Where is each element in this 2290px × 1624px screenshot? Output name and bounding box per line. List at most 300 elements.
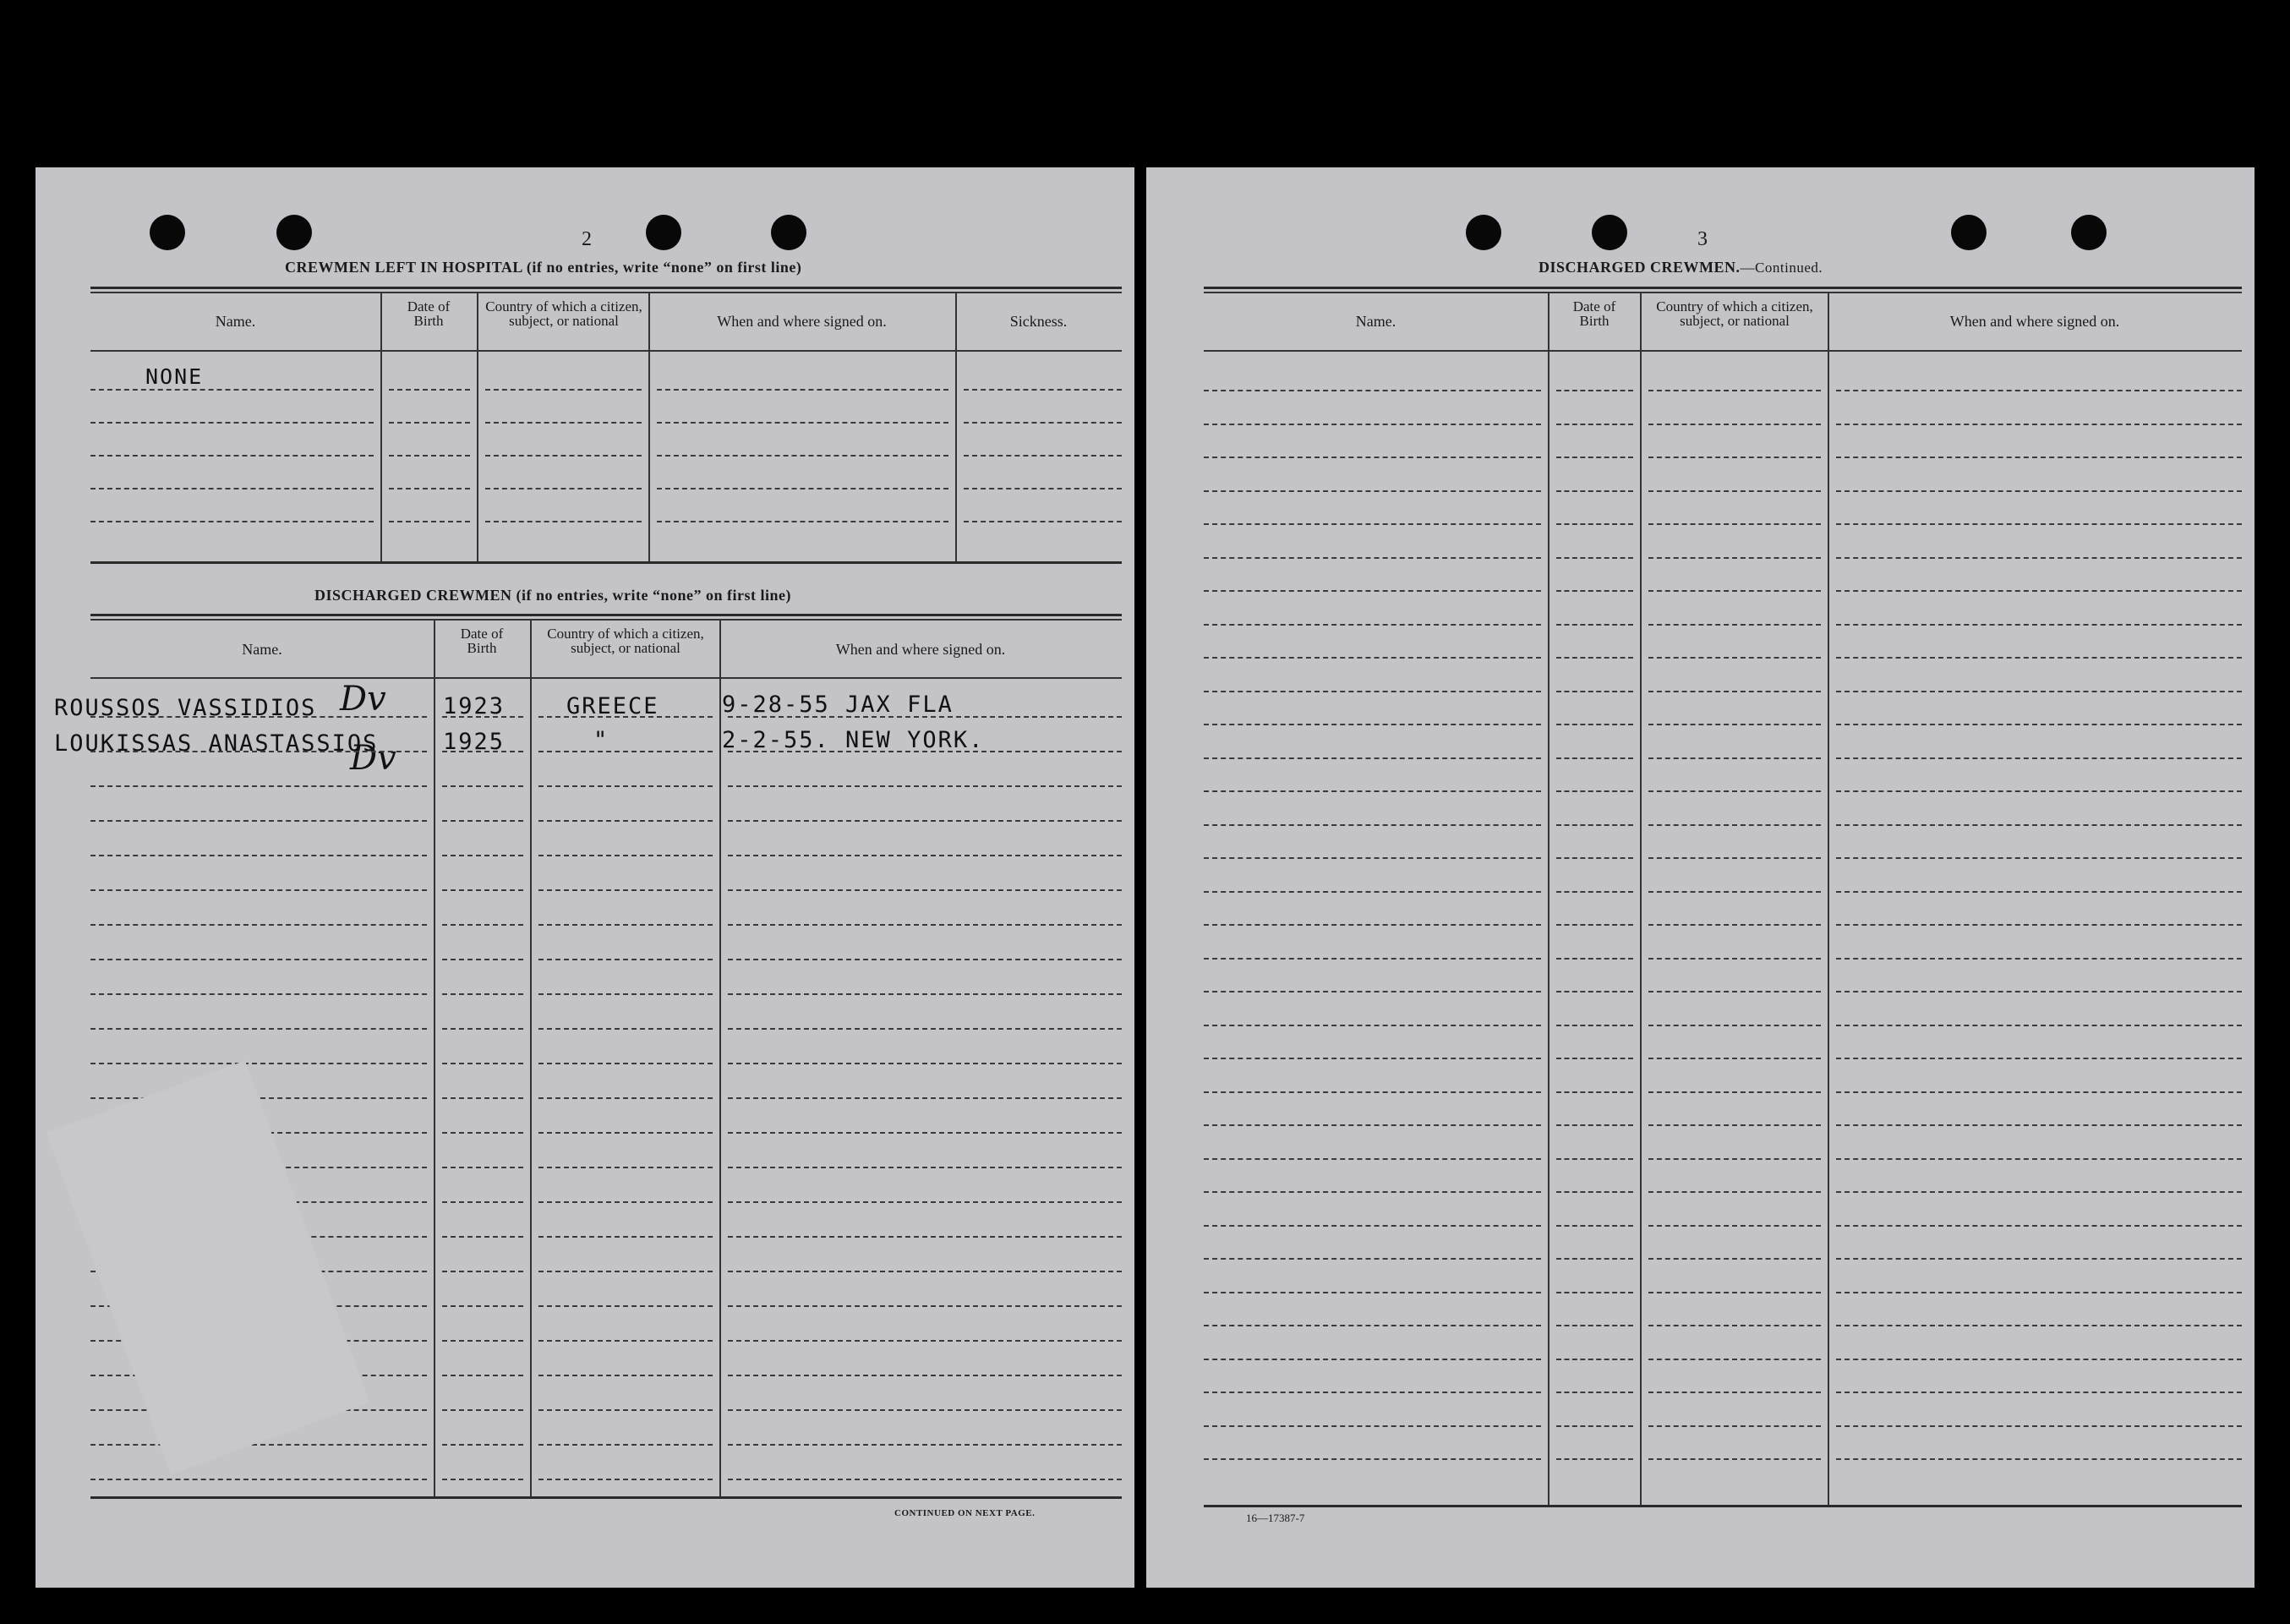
ruled-line	[1648, 757, 1821, 759]
ruled-line	[538, 1479, 713, 1480]
ruled-line	[1204, 1225, 1541, 1227]
page-number: 2	[582, 228, 592, 250]
ruled-line	[1836, 1058, 2242, 1059]
ruled-line	[1204, 857, 1541, 859]
ruled-line	[538, 1236, 713, 1238]
ruled-line	[1836, 1359, 2242, 1360]
ruled-line	[1556, 824, 1633, 826]
ruled-line	[90, 993, 427, 995]
ruled-line	[1836, 1392, 2242, 1393]
ruled-line	[1204, 1158, 1541, 1160]
punch-hole	[1466, 215, 1501, 250]
ruled-line	[728, 1305, 1122, 1307]
ruled-line	[442, 959, 523, 960]
ruled-line	[1556, 1058, 1633, 1059]
ruled-line	[1556, 657, 1633, 659]
ruled-line	[1556, 424, 1633, 425]
ruled-line	[1648, 424, 1821, 425]
ruled-line	[1648, 590, 1821, 592]
punch-hole	[2071, 215, 2107, 250]
ruled-line	[964, 422, 1122, 424]
ruled-line	[1204, 757, 1541, 759]
ruled-line	[1204, 958, 1541, 960]
ruled-line	[538, 924, 713, 926]
hospital-col-name: Name.	[215, 313, 256, 330]
ruled-line	[442, 1097, 523, 1099]
ruled-line	[1204, 991, 1541, 992]
punch-hole	[276, 215, 312, 250]
ruled-line	[1556, 857, 1633, 859]
ruled-line	[1556, 1425, 1633, 1427]
ruled-line	[1836, 1158, 2242, 1160]
ruled-line	[657, 488, 948, 489]
continued-col-signed: When and where signed on.	[1949, 313, 2120, 330]
ruled-line	[1556, 1292, 1633, 1293]
ruled-line	[1204, 924, 1541, 926]
continued-top-rule-2	[1204, 292, 2242, 293]
crew-mark: Dv	[340, 680, 386, 719]
ruled-line	[1204, 1425, 1541, 1427]
ruled-line	[538, 1305, 713, 1307]
ruled-line	[538, 1097, 713, 1099]
ruled-line	[1204, 1325, 1541, 1326]
ruled-line	[485, 455, 642, 457]
ruled-line	[1204, 390, 1541, 391]
right-page	[1146, 167, 2254, 1588]
ruled-line	[1648, 1425, 1821, 1427]
ruled-line	[90, 785, 427, 787]
ruled-line	[389, 422, 470, 424]
punch-hole	[771, 215, 806, 250]
continued-col-divider	[1548, 293, 1549, 1505]
ruled-line	[1836, 557, 2242, 559]
continued-col-birth: Date of Birth	[1572, 298, 1616, 329]
continued-col-divider	[1640, 293, 1642, 1505]
ruled-line	[728, 924, 1122, 926]
ruled-line	[1556, 1359, 1633, 1360]
ruled-line	[442, 1305, 523, 1307]
ruled-line	[1556, 790, 1633, 792]
ruled-line	[1204, 691, 1541, 692]
discharged-col-signed: When and where signed on.	[835, 641, 1006, 658]
ruled-line	[389, 521, 470, 522]
discharged-col-country: Country of which a citizen, subject, or national	[547, 626, 704, 656]
hospital-title-note: (if no entries, write “none” on first line)	[526, 259, 802, 276]
ruled-line	[1836, 691, 2242, 692]
ruled-line	[657, 422, 948, 424]
discharged-top-rule	[90, 614, 1122, 616]
hospital-entry-none: NONE	[145, 364, 204, 389]
ruled-line	[90, 855, 427, 856]
ruled-line	[964, 455, 1122, 457]
ruled-line	[1648, 1292, 1821, 1293]
ruled-line	[538, 1132, 713, 1134]
ruled-line	[1556, 691, 1633, 692]
ruled-line	[538, 820, 713, 822]
ruled-line	[538, 993, 713, 995]
ruled-line	[728, 1236, 1122, 1238]
ruled-line	[1836, 657, 2242, 659]
hospital-col-divider	[380, 293, 382, 561]
continued-col-name: Name.	[1355, 313, 1396, 330]
crew-mark: Dv	[350, 739, 396, 778]
ruled-line	[1204, 1058, 1541, 1059]
ruled-line	[389, 455, 470, 457]
hospital-top-rule-2	[90, 292, 1122, 293]
continued-bottom-rule	[1204, 1505, 2242, 1507]
ruled-line	[90, 1479, 427, 1480]
discharged-title-text: DISCHARGED CREWMEN	[314, 587, 512, 604]
ruled-line	[1204, 1292, 1541, 1293]
ruled-line	[1648, 1325, 1821, 1326]
ruled-line	[1836, 924, 2242, 926]
ruled-line	[538, 1340, 713, 1342]
ruled-line	[728, 1201, 1122, 1203]
ruled-line	[90, 959, 427, 960]
ruled-line	[1648, 390, 1821, 391]
ruled-line	[1648, 1124, 1821, 1126]
continued-footer: CONTINUED ON NEXT PAGE.	[894, 1508, 1036, 1518]
crew-birth: 1923	[443, 693, 506, 719]
ruled-line	[1556, 1225, 1633, 1227]
ruled-line	[90, 455, 374, 457]
ruled-line	[1204, 490, 1541, 492]
ruled-line	[1648, 790, 1821, 792]
ruled-line	[728, 1271, 1122, 1272]
ruled-line	[728, 1132, 1122, 1134]
ruled-line	[1204, 1359, 1541, 1360]
ruled-line	[1556, 1458, 1633, 1460]
ruled-line	[442, 855, 523, 856]
hospital-col-divider	[477, 293, 478, 561]
ruled-line	[538, 1063, 713, 1064]
form-number: 16—17387-7	[1246, 1512, 1305, 1524]
ruled-line	[442, 1132, 523, 1134]
ruled-line	[728, 820, 1122, 822]
ruled-line	[1204, 590, 1541, 592]
ruled-line	[1556, 1025, 1633, 1026]
ruled-line	[90, 422, 374, 424]
ruled-line	[1556, 624, 1633, 626]
discharged-section-title	[314, 587, 791, 604]
ruled-line	[1836, 1091, 2242, 1093]
ruled-line	[442, 1236, 523, 1238]
ruled-line	[1556, 1091, 1633, 1093]
ruled-line	[1204, 1025, 1541, 1026]
ruled-line	[1556, 1124, 1633, 1126]
ruled-line	[442, 1479, 523, 1480]
ruled-line	[728, 1340, 1122, 1342]
ruled-line	[442, 1201, 523, 1203]
ruled-line	[728, 785, 1122, 787]
ruled-line	[1648, 857, 1821, 859]
ruled-line	[657, 455, 948, 457]
ruled-line	[1556, 924, 1633, 926]
continued-section-title	[1539, 259, 1823, 276]
ruled-line	[1836, 1225, 2242, 1227]
ruled-line	[485, 422, 642, 424]
ruled-line	[1648, 1058, 1821, 1059]
crew-name: LOUKISSAS ANASTASSIOS	[54, 730, 379, 757]
ruled-line	[538, 959, 713, 960]
ruled-line	[1204, 1191, 1541, 1193]
discharged-col-divider	[530, 621, 532, 1496]
ruled-line	[442, 1340, 523, 1342]
ruled-line	[538, 716, 713, 718]
ruled-line	[964, 521, 1122, 522]
crew-signed-on: 2-2-55. NEW YORK.	[722, 727, 985, 753]
ruled-line	[90, 820, 427, 822]
ruled-line	[1648, 557, 1821, 559]
ruled-line	[1204, 891, 1541, 893]
ruled-line	[1648, 1392, 1821, 1393]
ruled-line	[1648, 1091, 1821, 1093]
continued-top-rule	[1204, 287, 2242, 289]
crew-name: ROUSSOS VASSIDIOS	[54, 695, 317, 721]
continued-title-text: DISCHARGED CREWMEN.	[1539, 259, 1741, 276]
ruled-line	[538, 785, 713, 787]
ruled-line	[1556, 991, 1633, 992]
ruled-line	[90, 488, 374, 489]
ruled-line	[1648, 1458, 1821, 1460]
ruled-line	[1556, 490, 1633, 492]
ruled-line	[442, 993, 523, 995]
ruled-line	[1648, 991, 1821, 992]
ruled-line	[1836, 991, 2242, 992]
hospital-header-rule	[90, 350, 1122, 352]
ruled-line	[90, 521, 374, 522]
ruled-line	[1204, 790, 1541, 792]
ruled-line	[538, 1028, 713, 1030]
ruled-line	[1204, 424, 1541, 425]
ruled-line	[728, 855, 1122, 856]
ruled-line	[728, 1028, 1122, 1030]
ruled-line	[442, 1167, 523, 1168]
ruled-line	[1648, 1025, 1821, 1026]
ruled-line	[1836, 724, 2242, 725]
ruled-line	[1836, 891, 2242, 893]
discharged-col-divider	[719, 621, 721, 1496]
ruled-line	[90, 1028, 427, 1030]
ruled-line	[1836, 590, 2242, 592]
ruled-line	[1836, 757, 2242, 759]
ruled-line	[1648, 523, 1821, 525]
ruled-line	[1836, 1191, 2242, 1193]
ruled-line	[1648, 1225, 1821, 1227]
ruled-line	[1204, 1392, 1541, 1393]
ruled-line	[1204, 724, 1541, 725]
ruled-line	[538, 1271, 713, 1272]
ruled-line	[1648, 490, 1821, 492]
discharged-top-rule-2	[90, 619, 1122, 621]
ruled-line	[1836, 1458, 2242, 1460]
ruled-line	[728, 1167, 1122, 1168]
ruled-line	[442, 1375, 523, 1376]
ruled-line	[1648, 691, 1821, 692]
ruled-line	[1648, 924, 1821, 926]
ruled-line	[657, 389, 948, 391]
ruled-line	[442, 751, 523, 752]
hospital-col-country: Country of which a citizen, subject, or national	[485, 298, 642, 329]
ruled-line	[1648, 1258, 1821, 1260]
ruled-line	[728, 1097, 1122, 1099]
ruled-line	[1836, 1292, 2242, 1293]
punch-hole	[1592, 215, 1627, 250]
ruled-line	[538, 889, 713, 891]
ruled-line	[1648, 958, 1821, 960]
ruled-line	[442, 1444, 523, 1446]
ruled-line	[1836, 1325, 2242, 1326]
ruled-line	[1836, 1425, 2242, 1427]
ruled-line	[1836, 958, 2242, 960]
ruled-line	[728, 1479, 1122, 1480]
ruled-line	[1556, 891, 1633, 893]
ruled-line	[1836, 790, 2242, 792]
ruled-line	[1556, 523, 1633, 525]
ruled-line	[1648, 724, 1821, 725]
ruled-line	[1204, 1458, 1541, 1460]
ruled-line	[1648, 891, 1821, 893]
ruled-line	[1204, 523, 1541, 525]
ruled-line	[1556, 1392, 1633, 1393]
ruled-line	[1648, 824, 1821, 826]
hospital-bottom-rule	[90, 561, 1122, 564]
ruled-line	[1648, 657, 1821, 659]
continued-col-divider	[1828, 293, 1829, 1505]
ruled-line	[1556, 557, 1633, 559]
ruled-line	[442, 1271, 523, 1272]
crew-country: "	[593, 727, 609, 753]
ruled-line	[1556, 1191, 1633, 1193]
ruled-line	[1556, 757, 1633, 759]
ruled-line	[442, 785, 523, 787]
continued-col-country: Country of which a citizen, subject, or national	[1656, 298, 1813, 329]
hospital-col-divider	[955, 293, 957, 561]
ruled-line	[1836, 1124, 2242, 1126]
ruled-line	[964, 389, 1122, 391]
ruled-line	[728, 889, 1122, 891]
ruled-line	[389, 488, 470, 489]
ruled-line	[1556, 390, 1633, 391]
ruled-line	[1836, 824, 2242, 826]
continued-title-suffix: —Continued.	[1740, 260, 1823, 276]
ruled-line	[485, 389, 642, 391]
ruled-line	[728, 1063, 1122, 1064]
ruled-line	[1836, 457, 2242, 458]
ruled-line	[1836, 523, 2242, 525]
ruled-line	[1556, 457, 1633, 458]
ruled-line	[1204, 1258, 1541, 1260]
ruled-line	[1556, 1325, 1633, 1326]
ruled-line	[964, 488, 1122, 489]
ruled-line	[1648, 1158, 1821, 1160]
ruled-line	[1648, 624, 1821, 626]
hospital-col-signed: When and where signed on.	[717, 313, 887, 330]
ruled-line	[538, 855, 713, 856]
ruled-line	[728, 993, 1122, 995]
ruled-line	[538, 1167, 713, 1168]
ruled-line	[538, 1201, 713, 1203]
ruled-line	[1556, 958, 1633, 960]
ruled-line	[538, 1444, 713, 1446]
ruled-line	[1836, 624, 2242, 626]
hospital-col-divider	[648, 293, 650, 561]
punch-hole	[646, 215, 681, 250]
ruled-line	[538, 1409, 713, 1411]
discharged-col-divider	[434, 621, 435, 1496]
ruled-line	[538, 751, 713, 752]
ruled-line	[1836, 490, 2242, 492]
ruled-line	[1836, 390, 2242, 391]
ruled-line	[728, 751, 1122, 752]
ruled-line	[90, 1444, 427, 1446]
hospital-title-text: CREWMEN LEFT IN HOSPITAL	[285, 259, 522, 276]
ruled-line	[1204, 1124, 1541, 1126]
ruled-line	[1836, 1025, 2242, 1026]
ruled-line	[442, 889, 523, 891]
ruled-line	[1556, 590, 1633, 592]
hospital-col-birth: Date of Birth	[407, 298, 451, 329]
ruled-line	[442, 1028, 523, 1030]
hospital-col-sickness: Sickness.	[1009, 313, 1068, 330]
ruled-line	[90, 389, 374, 391]
ruled-line	[442, 820, 523, 822]
page-number: 3	[1697, 228, 1708, 250]
ruled-line	[485, 488, 642, 489]
continued-header-rule	[1204, 350, 2242, 352]
ruled-line	[1204, 557, 1541, 559]
ruled-line	[657, 521, 948, 522]
ruled-line	[485, 521, 642, 522]
ruled-line	[1836, 857, 2242, 859]
ruled-line	[1836, 424, 2242, 425]
ruled-line	[1556, 724, 1633, 725]
ruled-line	[90, 889, 427, 891]
ruled-line	[1204, 457, 1541, 458]
ruled-line	[1556, 1158, 1633, 1160]
ruled-line	[90, 924, 427, 926]
crew-signed-on: 9-28-55 JAX FLA	[722, 692, 954, 718]
ruled-line	[728, 1375, 1122, 1376]
ruled-line	[442, 1409, 523, 1411]
discharged-header-rule	[90, 677, 1122, 679]
ruled-line	[1556, 1258, 1633, 1260]
ruled-line	[442, 716, 523, 718]
ruled-line	[442, 924, 523, 926]
ruled-line	[90, 751, 427, 752]
ruled-line	[1836, 1258, 2242, 1260]
crew-country: GREECE	[566, 693, 659, 719]
ruled-line	[90, 716, 427, 718]
ruled-line	[728, 959, 1122, 960]
ruled-line	[1648, 1359, 1821, 1360]
ruled-line	[1648, 457, 1821, 458]
hospital-top-rule	[90, 287, 1122, 289]
punch-hole	[150, 215, 185, 250]
crew-birth: 1925	[443, 729, 506, 755]
ruled-line	[389, 389, 470, 391]
ruled-line	[538, 1375, 713, 1376]
punch-hole	[1951, 215, 1987, 250]
ruled-line	[1204, 824, 1541, 826]
ruled-line	[442, 1063, 523, 1064]
ruled-line	[728, 1409, 1122, 1411]
discharged-col-name: Name.	[242, 641, 282, 658]
ruled-line	[90, 1063, 427, 1064]
ruled-line	[1204, 1091, 1541, 1093]
ruled-line	[1204, 624, 1541, 626]
discharged-bottom-rule	[90, 1496, 1122, 1499]
